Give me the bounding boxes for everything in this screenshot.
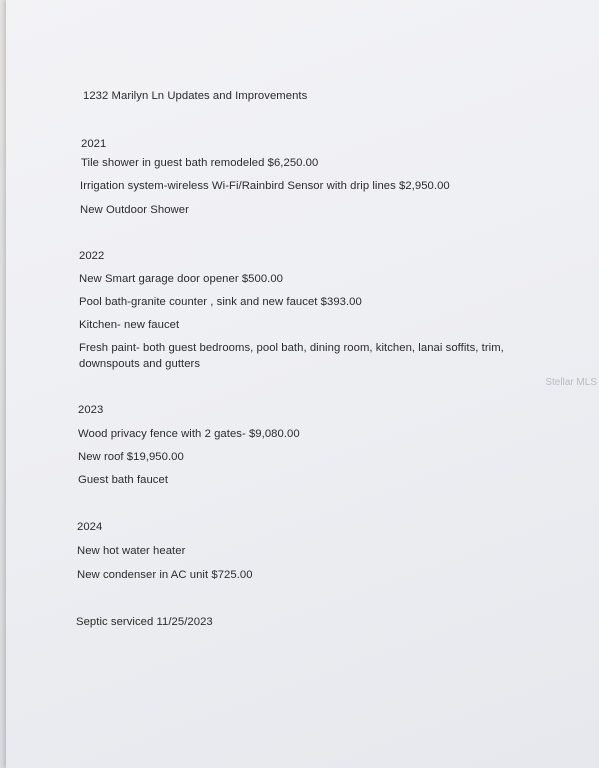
item-2021-irrigation: Irrigation system-wireless Wi-Fi/Rainbird Sensor with drip lines $2,950.00 (80, 180, 450, 192)
item-2022-pool-bath: Pool bath-granite counter , sink and new faucet $393.00 (79, 296, 362, 308)
year-heading-2021: 2021 (81, 138, 107, 150)
item-2021-tile-shower: Tile shower in guest bath remodeled $6,250.00 (81, 157, 319, 169)
item-2022-fresh-paint-continued: downspouts and gutters (79, 358, 201, 370)
item-2022-garage-opener: New Smart garage door opener $500.00 (79, 273, 284, 285)
item-2023-new-roof: New roof $19,950.00 (78, 451, 184, 463)
item-2023-privacy-fence: Wood privacy fence with 2 gates- $9,080.00 (78, 428, 300, 440)
year-heading-2023: 2023 (78, 404, 104, 416)
item-2021-outdoor-shower: New Outdoor Shower (80, 204, 189, 216)
document-title: 1232 Marilyn Ln Updates and Improvements (83, 90, 308, 102)
mls-watermark: Stellar MLS (545, 377, 597, 388)
year-heading-2024: 2024 (77, 521, 103, 533)
footer-note-septic: Septic serviced 11/25/2023 (76, 616, 213, 628)
item-2023-guest-bath-faucet: Guest bath faucet (78, 474, 169, 486)
item-2024-ac-condenser: New condenser in AC unit $725.00 (77, 569, 253, 581)
item-2022-kitchen-faucet: Kitchen- new faucet (79, 319, 180, 331)
item-2022-fresh-paint: Fresh paint- both guest bedrooms, pool bath, dining room, kitchen, lanai soffits, trim, (79, 342, 504, 354)
year-heading-2022: 2022 (79, 250, 105, 262)
paper-sheet (6, 0, 599, 768)
item-2024-water-heater: New hot water heater (77, 545, 186, 557)
